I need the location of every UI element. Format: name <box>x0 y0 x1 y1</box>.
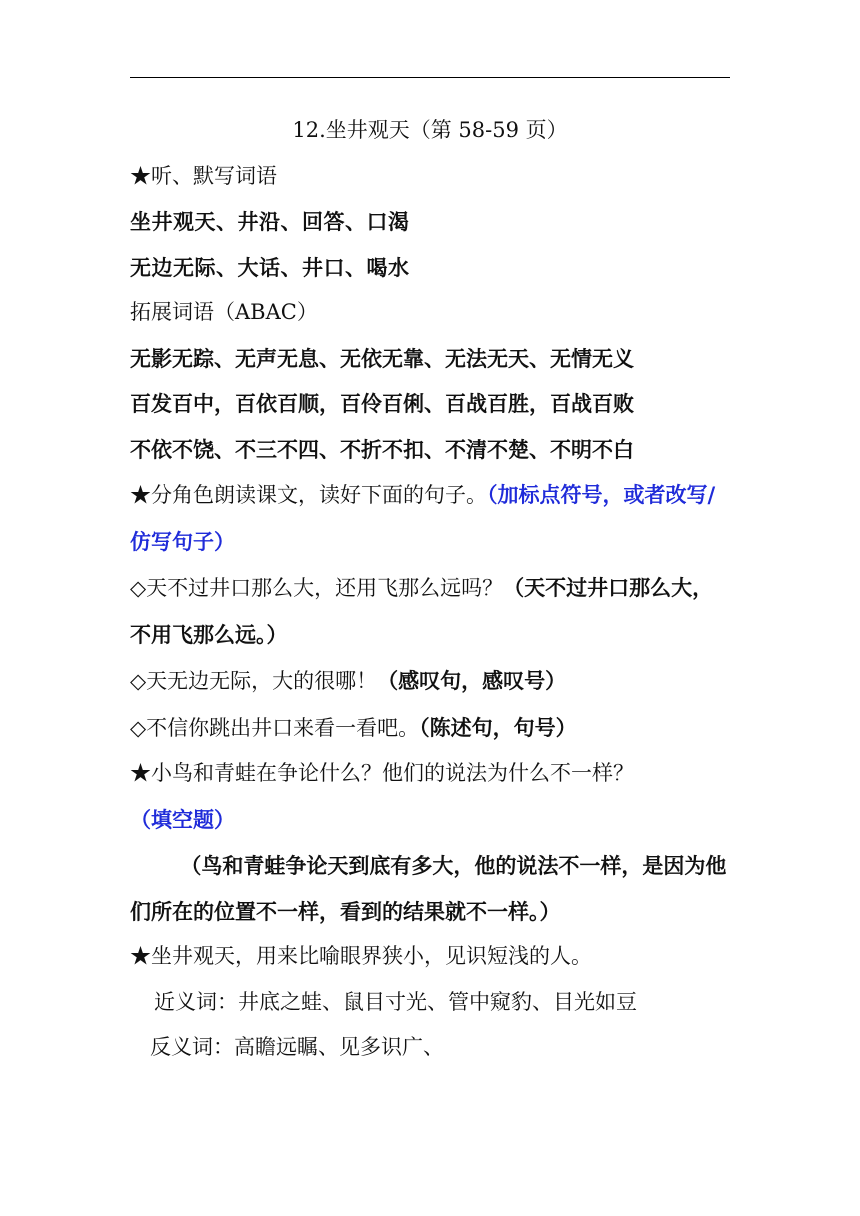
header-rule <box>130 77 730 78</box>
extended-words-row-2: 百发百中，百依百顺，百伶百俐、百战百胜，百战百败 <box>130 391 634 416</box>
sentence-2-answer: （感叹句，感叹号） <box>377 668 567 693</box>
sentence-1 <box>130 565 730 658</box>
extended-words-row-1: 无影无踪、无声无息、无依无靠、无法无天、无情无义 <box>130 345 634 371</box>
reading-heading-text: ★分角色朗读课文，读好下面的句子。 <box>130 483 487 507</box>
sentence-1-answer: （天不过井口那么大，不用飞那么远。） <box>130 575 714 647</box>
sentence-3-text: ◇不信你跳出井口来看一看吧。 <box>130 715 420 740</box>
reading-heading <box>130 472 730 565</box>
sentence-3-answer: （陈述句，句号） <box>419 714 577 740</box>
extended-words-row-3: 不依不饶、不三不四、不折不扣、不清不楚、不明不白 <box>130 436 634 462</box>
sentence-1-text: ◇天不过井口那么大，还用飞那么远吗？ <box>130 576 504 600</box>
dictation-words-row-1: 坐井观天、井沿、回答、口渴 <box>130 209 410 234</box>
dictation-words-row-2: 无边无际、大话、井口、喝水 <box>130 254 410 280</box>
question-answer: （鸟和青蛙争论天到底有多大，他的说法不一样，是因为他们所在的位置不一样，看到的结果就不一样。） <box>130 853 727 924</box>
idiom-antonyms: 反义词：高瞻远瞩、见多识广、 <box>150 1035 444 1059</box>
reading-heading-note: （加标点符号，或者改写/仿写句子） <box>130 482 716 554</box>
document-body <box>130 108 730 1071</box>
question-heading <box>130 751 730 843</box>
sentence-3 <box>130 705 730 752</box>
idiom-synonyms: 近义词：井底之蛙、鼠目寸光、管中窥豹、目光如豆 <box>154 989 637 1014</box>
question-heading-note: （填空题） <box>130 806 235 832</box>
page-title: 12.坐井观天（第 58-59 页） <box>292 118 568 142</box>
extended-heading: 拓展词语（ABAC） <box>130 300 318 324</box>
sentence-2 <box>130 658 730 705</box>
dictation-heading: ★听、默写词语 <box>130 163 277 188</box>
question-heading-text: ★小鸟和青蛙在争论什么？他们的说法为什么不一样？ <box>130 761 634 785</box>
idiom-meaning: ★坐井观天，用来比喻眼界狭小，见识短浅的人。 <box>130 944 592 968</box>
sentence-2-text: ◇天无边无际，大的很哪！ <box>130 669 378 693</box>
